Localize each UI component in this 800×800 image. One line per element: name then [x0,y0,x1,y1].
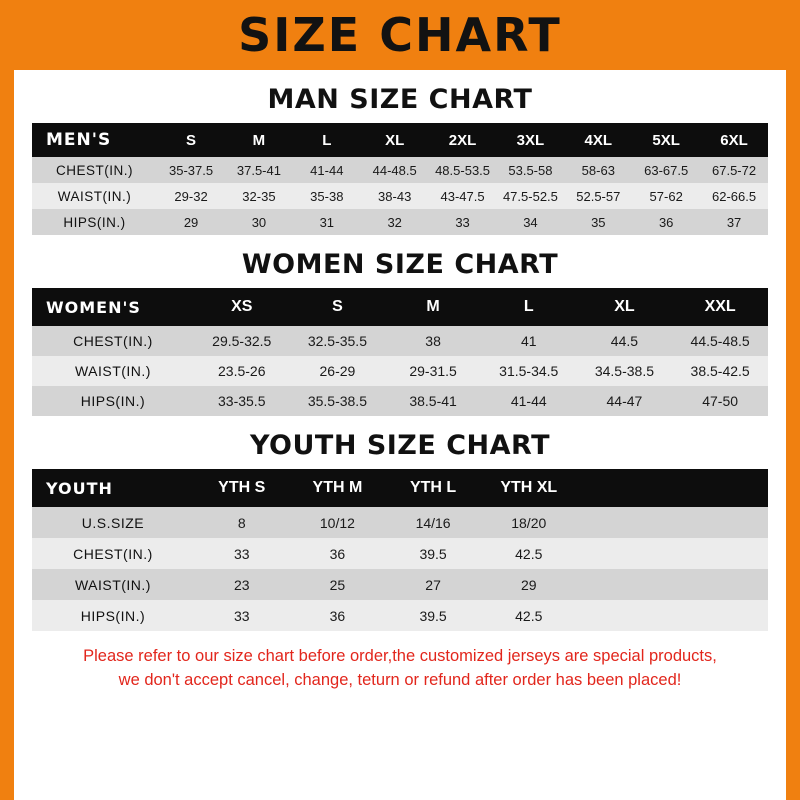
youth-col-4 [577,469,673,507]
women-section [32,249,768,416]
women-r1-c5: 38.5-42.5 [672,356,768,386]
youth-r2-c1: 25 [290,569,386,600]
chart-content [14,84,786,693]
men-r0-c3: 44-48.5 [361,157,429,183]
table-row [32,183,768,209]
footer-note-line-1: Please refer to our size chart before order,the customized jerseys are special products, [83,647,717,665]
women-r2-c0: 33-35.5 [194,386,290,416]
men-r1-c3: 38-43 [361,183,429,209]
women-col-2: M [385,288,481,326]
table-header-row [32,123,768,157]
youth-col-0: YTH S [194,469,290,507]
women-r2-c3: 41-44 [481,386,577,416]
table-row [32,507,768,538]
women-r0-c0: 29.5-32.5 [194,326,290,356]
women-col-5: XXL [672,288,768,326]
women-col-3: L [481,288,577,326]
youth-r1-c4 [577,538,673,569]
women-r0-c4: 44.5 [577,326,673,356]
women-r0-c3: 41 [481,326,577,356]
men-col-2: L [293,123,361,157]
women-r1-c1: 26-29 [290,356,386,386]
youth-r1-c0: 33 [194,538,290,569]
men-r0-c8: 67.5-72 [700,157,768,183]
men-r2-c8: 37 [700,209,768,235]
men-r2-c2: 31 [293,209,361,235]
youth-r2-c5 [672,569,768,600]
men-r2-c1: 30 [225,209,293,235]
women-section-title: WOMEN SIZE CHART [241,249,559,280]
footer-note-line-2: we don't accept cancel, change, teturn or refund after order has been placed! [118,670,682,689]
men-r1-c0: 29-32 [157,183,225,209]
youth-r0-c5 [672,507,768,538]
youth-r1-c5 [672,538,768,569]
men-r0-c4: 48.5-53.5 [429,157,497,183]
men-section-title: MAN SIZE CHART [267,84,533,115]
men-r0-c2: 41-44 [293,157,361,183]
women-corner-label: WOMEN'S [32,288,194,326]
youth-r3-c1: 36 [290,600,386,631]
table-row [32,600,768,631]
men-r1-c5: 47.5-52.5 [496,183,564,209]
youth-r0-c0: 8 [194,507,290,538]
youth-r2-c2: 27 [385,569,481,600]
women-r1-c4: 34.5-38.5 [577,356,673,386]
youth-r3-c5 [672,600,768,631]
men-col-4: 2XL [429,123,497,157]
youth-row-1-label: CHEST(IN.) [32,538,194,569]
men-r0-c6: 58-63 [564,157,632,183]
men-r1-c4: 43-47.5 [429,183,497,209]
table-row [32,386,768,416]
women-r1-c0: 23.5-26 [194,356,290,386]
youth-r2-c4 [577,569,673,600]
youth-row-2-label: WAIST(IN.) [32,569,194,600]
men-r0-c5: 53.5-58 [496,157,564,183]
men-r1-c8: 62-66.5 [700,183,768,209]
men-r2-c7: 36 [632,209,700,235]
men-r2-c6: 35 [564,209,632,235]
table-header-row [32,469,768,507]
men-r0-c7: 63-67.5 [632,157,700,183]
women-row-2-label: HIPS(IN.) [32,386,194,416]
youth-r0-c4 [577,507,673,538]
youth-col-3: YTH XL [481,469,577,507]
men-r2-c5: 34 [496,209,564,235]
women-r2-c2: 38.5-41 [385,386,481,416]
men-r1-c1: 32-35 [225,183,293,209]
women-r1-c2: 29-31.5 [385,356,481,386]
men-col-3: XL [361,123,429,157]
table-header-row [32,288,768,326]
women-r2-c4: 44-47 [577,386,673,416]
youth-r3-c2: 39.5 [385,600,481,631]
women-r1-c3: 31.5-34.5 [481,356,577,386]
page-banner [14,0,786,70]
men-col-7: 5XL [632,123,700,157]
footer-note [44,645,756,693]
men-r0-c0: 35-37.5 [157,157,225,183]
men-r2-c4: 33 [429,209,497,235]
table-row [32,157,768,183]
youth-row-0-label: U.S.SIZE [32,507,194,538]
youth-section-title: YOUTH SIZE CHART [249,430,551,461]
women-size-table [32,288,768,416]
men-r1-c2: 35-38 [293,183,361,209]
women-col-4: XL [577,288,673,326]
youth-r3-c0: 33 [194,600,290,631]
youth-col-1: YTH M [290,469,386,507]
youth-row-3-label: HIPS(IN.) [32,600,194,631]
table-row [32,356,768,386]
youth-size-table [32,469,768,631]
men-col-5: 3XL [496,123,564,157]
men-r0-c1: 37.5-41 [225,157,293,183]
women-col-1: S [290,288,386,326]
youth-r1-c3: 42.5 [481,538,577,569]
women-row-1-label: WAIST(IN.) [32,356,194,386]
table-row [32,538,768,569]
men-size-table [32,123,768,235]
youth-r2-c3: 29 [481,569,577,600]
youth-r1-c2: 39.5 [385,538,481,569]
table-row [32,209,768,235]
youth-col-5 [672,469,768,507]
men-row-0-label: CHEST(IN.) [32,157,157,183]
youth-r0-c1: 10/12 [290,507,386,538]
men-r1-c6: 52.5-57 [564,183,632,209]
youth-r2-c0: 23 [194,569,290,600]
youth-corner-label: YOUTH [32,469,194,507]
women-r0-c5: 44.5-48.5 [672,326,768,356]
youth-r3-c4 [577,600,673,631]
youth-r0-c2: 14/16 [385,507,481,538]
men-r1-c7: 57-62 [632,183,700,209]
youth-r3-c3: 42.5 [481,600,577,631]
men-col-0: S [157,123,225,157]
women-row-0-label: CHEST(IN.) [32,326,194,356]
youth-col-2: YTH L [385,469,481,507]
men-col-1: M [225,123,293,157]
men-corner-label: MEN'S [32,123,157,157]
women-col-0: XS [194,288,290,326]
men-section [32,84,768,235]
men-r2-c0: 29 [157,209,225,235]
men-col-6: 4XL [564,123,632,157]
women-r0-c1: 32.5-35.5 [290,326,386,356]
women-r0-c2: 38 [385,326,481,356]
women-r2-c5: 47-50 [672,386,768,416]
table-row [32,326,768,356]
women-r2-c1: 35.5-38.5 [290,386,386,416]
youth-r1-c1: 36 [290,538,386,569]
youth-r0-c3: 18/20 [481,507,577,538]
table-row [32,569,768,600]
men-col-8: 6XL [700,123,768,157]
page-title: SIZE CHART [238,8,562,62]
men-row-2-label: HIPS(IN.) [32,209,157,235]
men-r2-c3: 32 [361,209,429,235]
youth-section [32,430,768,631]
men-row-1-label: WAIST(IN.) [32,183,157,209]
